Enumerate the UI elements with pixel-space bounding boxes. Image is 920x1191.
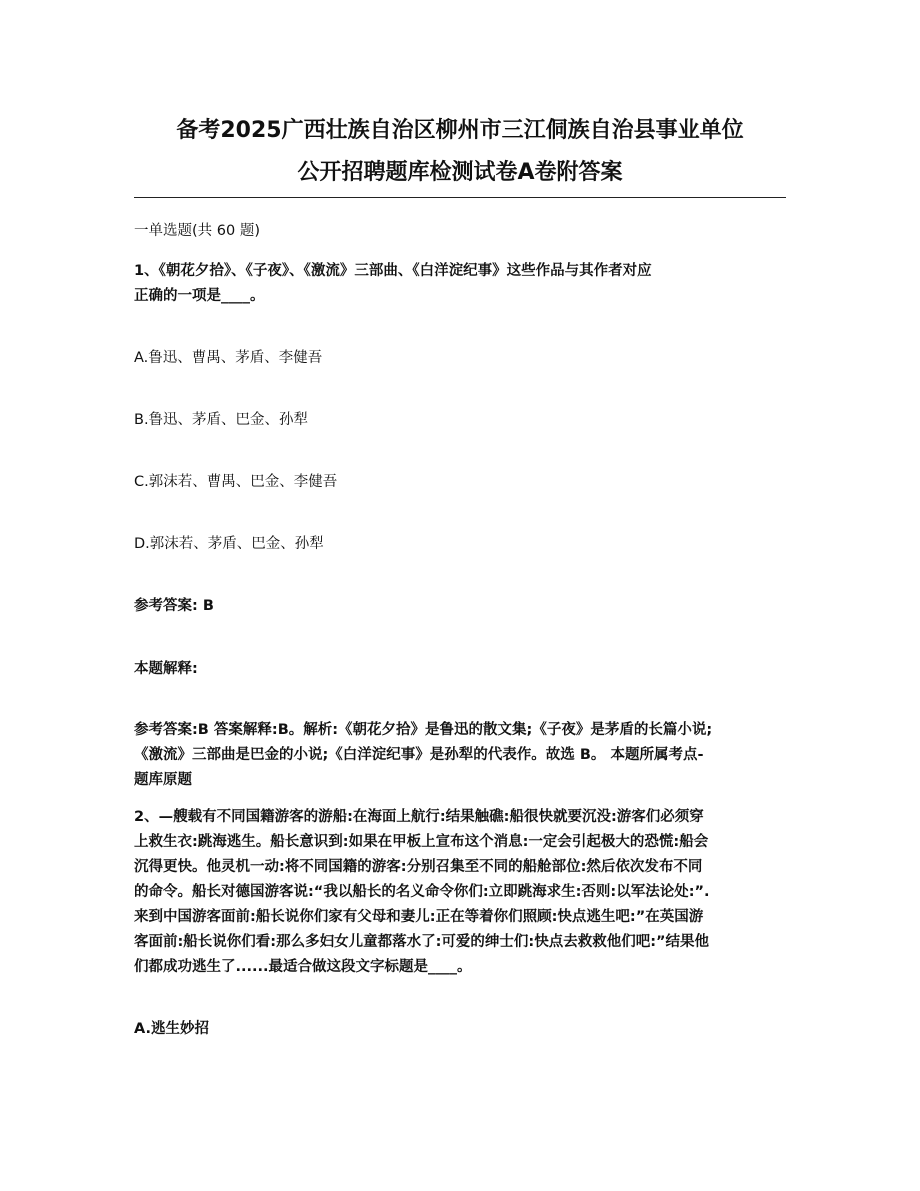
question-2-stem-line-2: 上救生衣:跳海逃生。船长意识到:如果在甲板上宣布这个消息:一定会引起极大的恐慌:船会 (134, 834, 709, 850)
question-2-stem-line-4: 的命令。船长对德国游客说:“我以船长的名义命令你们:立即跳海求生:否则:以军法论处:”. (134, 884, 710, 900)
title-divider (134, 197, 786, 198)
question-2-option-a: A.逃生妙招 (134, 1021, 209, 1037)
question-1-stem-line-1: 1、《朝花夕拾》、《子夜》、《激流》三部曲、《白洋淀纪事》这些作品与其作者对应 (134, 263, 652, 279)
question-2-stem-line-6: 客面前:船长说你们看:那么多妇女儿童都落水了:可爱的绅士们:快点去救救他们吧:”结果他 (134, 934, 710, 950)
question-1-stem-line-2: 正确的一项是____。 (134, 288, 265, 304)
question-2-stem-line-1: 2、—艘载有不同国籍游客的游船:在海面上航行:结果触礁:船很快就要沉没:游客们必须穿 (134, 809, 704, 825)
question-1-option-b: B.鲁迅、茅盾、巴金、孙犁 (134, 412, 309, 428)
question-1-explanation-line-3: 题库原题 (134, 772, 192, 788)
question-1-option-d: D.郭沫若、茅盾、巴金、孙犁 (134, 536, 324, 552)
document-title-line-1: 备考2025广西壮族自治区柳州市三江侗族自治县事业单位 (176, 118, 744, 143)
question-2-stem-line-5: 来到中国游客面前:船长说你们家有父母和妻儿:正在等着你们照顾:快点逃生吧:”在英国游 (134, 909, 704, 925)
question-2-stem-line-3: 沉得更快。他灵机一动:将不同国籍的游客:分别召集至不同的船舱部位:然后依次发布不同 (134, 859, 703, 875)
question-1-answer: 参考答案: B (134, 598, 214, 614)
question-1-explanation-heading: 本题解释: (134, 661, 198, 677)
question-1-explanation-line-2: 《激流》三部曲是巴金的小说;《白洋淀纪事》是孙犁的代表作。故选 B。 本题所属考点- (134, 747, 704, 763)
question-2-stem-line-7: 们都成功逃生了......最适合做这段文字标题是____。 (134, 959, 472, 975)
question-1-option-a: A.鲁迅、曹禺、茅盾、李健吾 (134, 350, 323, 366)
document-title-line-2: 公开招聘题库检测试卷A卷附答案 (297, 160, 623, 185)
question-1-option-c: C.郭沫若、曹禺、巴金、李健吾 (134, 474, 338, 490)
section-heading: 一单选题(共 60 题) (134, 223, 260, 239)
question-1-explanation-line-1: 参考答案:B 答案解释:B。解析:《朝花夕拾》是鲁迅的散文集;《子夜》是茅盾的长篇小说; (134, 722, 713, 738)
